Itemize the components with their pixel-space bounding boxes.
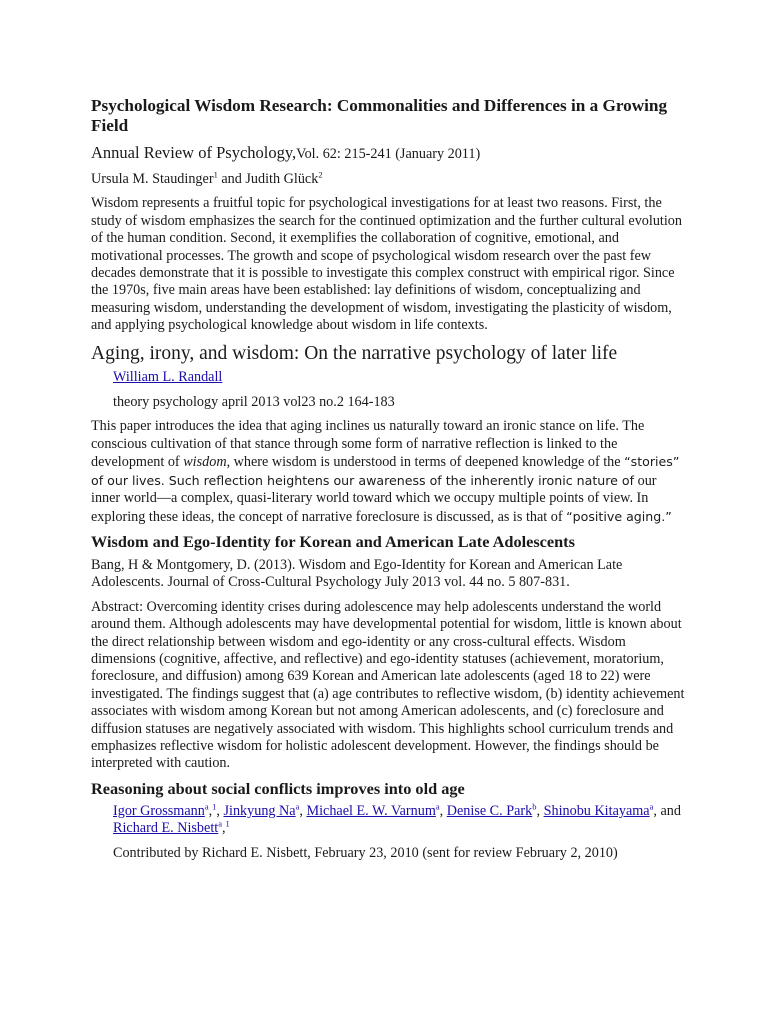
abstract-emphasis: wisdom	[183, 454, 227, 471]
author-separator: ,	[439, 802, 444, 819]
article1-journal	[91, 144, 685, 163]
journal-details: Vol. 62: 215-241 (January 2011)	[296, 146, 481, 162]
author-name: Ursula M. Staudinger	[91, 171, 214, 187]
abstract-text: our inner world—a complex, quasi-literary world toward which we occupy multiple points of view. In exploring these ideas, the concept of narrative foreclosure is discussed, as is that of	[91, 472, 657, 525]
author-separator: ,	[221, 820, 226, 837]
author-link[interactable]: William L. Randall	[113, 368, 223, 385]
article3-citation: Bang, H & Montgomery, D. (2013). Wisdom and Ego-Identity for Korean and American Late Adolescents. Journal of Cross-Cultural Psychology July 2013 vol. 44 no. 5 807-831.	[91, 556, 623, 591]
author-link[interactable]: Michael E. W. Varnum	[306, 802, 436, 819]
abstract-text: This paper introduces the idea that aging inclines us naturally toward an ironic stance on life. The conscious cultivation of that stance through some form of narrative reflection is linked to the development of	[91, 418, 645, 471]
document-page	[91, 96, 685, 862]
author-separator: ,	[208, 802, 213, 819]
article3-title: Wisdom and Ego-Identity for Korean and American Late Adolescents	[91, 531, 575, 551]
author-separator: ,	[216, 802, 220, 819]
author-sup[interactable]: a	[204, 801, 209, 812]
author-link[interactable]: Denise C. Park	[446, 802, 533, 819]
author-link[interactable]: Shinobu Kitayama	[543, 802, 650, 819]
journal-name: Annual Review of Psychology,	[91, 143, 297, 162]
abstract-text: , where wisdom is understood in terms of deepened knowledge of the	[226, 454, 625, 471]
author-link[interactable]: Igor Grossmann	[113, 802, 205, 819]
author-sup[interactable]: a	[218, 818, 222, 829]
abstract-text-sans: “stories” of our lives. Such reflection heightens our awareness of the inherently ironic nature of	[91, 454, 680, 488]
author-sup[interactable]: 1	[225, 818, 230, 829]
author-link[interactable]: Richard E. Nisbett	[113, 820, 219, 837]
author-separator: ,	[299, 802, 303, 819]
author-separator: and	[217, 171, 246, 187]
article2-author-row	[91, 369, 685, 386]
author-separator: , and	[653, 802, 681, 819]
article4-contributed: Contributed by Richard E. Nisbett, February 23, 2010 (sent for review February 2, 2010)	[113, 844, 618, 861]
author-sup: 1	[213, 169, 218, 180]
article1-title: Psychological Wisdom Research: Commonalities and Differences in a Growing Field	[91, 96, 668, 135]
author-sup[interactable]: 1	[212, 801, 217, 812]
author-sup[interactable]: a	[295, 801, 300, 812]
article1-authors	[91, 171, 685, 188]
abstract-text-sans: “positive aging.”	[566, 508, 672, 524]
author-name: Judith Glück	[245, 171, 319, 187]
article2-abstract	[91, 418, 685, 525]
article4-title: Reasoning about social conflicts improves into old age	[91, 778, 465, 798]
author-sup: 2	[318, 169, 323, 180]
author-sup[interactable]: a	[649, 801, 654, 812]
author-sup[interactable]: b	[532, 801, 537, 812]
author-separator: ,	[536, 802, 541, 819]
article1-abstract: Wisdom represents a fruitful topic for psychological investigations for at least two reasons. First, the study of wisdom emphasizes the search for the continued optimization and the further cultural evolution of the human condition. Second, it exemplifies the collaboration of cognitive, emotional, and motivational processes. The growth and scope of psychological wisdom research over the past few decades demonstrate that it is possible to investigate this complex construct with empirical rigor. Since the 1970s, five main areas have been established: lay definitions of wisdom, conceptualizing and measuring wisdom, understanding the development of wisdom, investigating the plasticity of wisdom, and applying psychological knowledge about wisdom in life contexts.	[91, 195, 682, 334]
article2-meta: theory psychology april 2013 vol23 no.2 164-183	[113, 394, 395, 411]
article3-abstract: Abstract: Overcoming identity crises during adolescence may help adolescents understand the world around them. Although adolescents may have developmental potential for wisdom, little is known about the direct relationship between wisdom and ego-identity or any cross-cultural effects. Wisdom dimensions (cognitive, affective, and reflective) and ego-identity statuses (achievement, moratorium, foreclosure, and diffusion) among 639 Korean and American late adolescents (aged 18 to 22) were investigated. The findings suggest that (a) age contributes to reflective wisdom, (b) identity achievement associates with wisdom among Korean but not among American adolescents, and (c) foreclosure and diffusion statuses are negatively associated with wisdom. This highlights school curriculum trends and emphasizes reflective wisdom for holistic adolescent development. However, the findings should be interpreted with caution.	[91, 598, 685, 772]
author-sup[interactable]: a	[435, 801, 440, 812]
author-link[interactable]: Jinkyung Na	[223, 802, 296, 819]
article2-title: Aging, irony, and wisdom: On the narrative psychology of later life	[91, 342, 618, 364]
article4-authors	[91, 803, 685, 838]
